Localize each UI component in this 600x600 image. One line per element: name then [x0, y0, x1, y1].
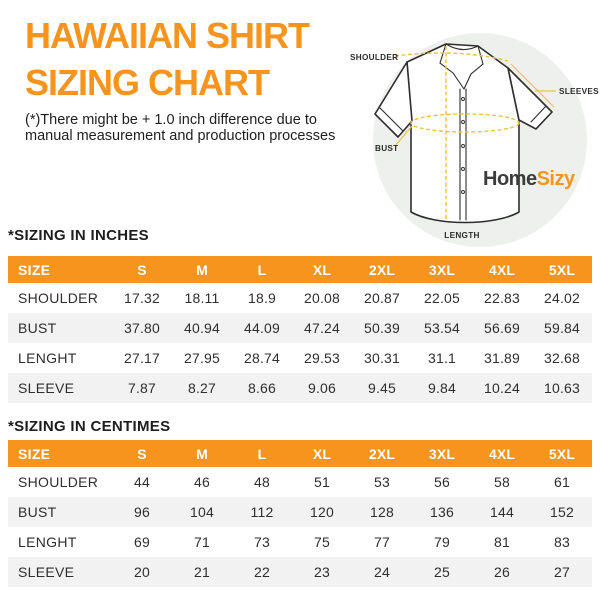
column-header: S [137, 261, 147, 278]
brand-logo-home: Home [483, 168, 537, 190]
shoulder-label: SHOULDER [350, 53, 399, 62]
value-cell: 56 [434, 474, 450, 490]
value-cell: 20.08 [303, 290, 341, 306]
page-title-line1: HAWAIIAN SHIRT [25, 15, 310, 56]
column-header: L [257, 261, 267, 278]
value-cell: 58 [494, 474, 510, 490]
row-label: SLEEVE [18, 564, 75, 580]
value-cell: 24.02 [543, 290, 581, 306]
column-header: M [196, 445, 208, 462]
value-cell: 29.53 [303, 350, 341, 366]
value-cell: 59.84 [543, 320, 581, 336]
value-cell: 32.68 [543, 350, 581, 366]
value-cell: 47.24 [303, 320, 341, 336]
row-label: BUST [18, 320, 57, 336]
page-title [25, 12, 309, 106]
shirt-body [407, 44, 519, 223]
value-cell: 10.63 [543, 380, 581, 396]
value-cell: 27 [554, 564, 570, 580]
table-row [8, 527, 592, 557]
value-cell: 71 [194, 534, 210, 550]
value-cell: 9.45 [367, 380, 397, 396]
table-row [8, 343, 592, 373]
value-cell: 22 [254, 564, 270, 580]
column-header: S [137, 445, 147, 462]
sleeves-label: SLEEVES [559, 87, 599, 96]
value-cell: 44.09 [243, 320, 281, 336]
section-title-inches: *SIZING IN INCHES [8, 227, 149, 244]
bust-label: BUST [375, 144, 399, 153]
disclaimer-note: (*)There might be + 1.0 inch difference due to manual measurement and production processes [25, 112, 336, 144]
value-cell: 27.95 [183, 350, 221, 366]
value-cell: 8.27 [187, 380, 217, 396]
size-column-header: SIZE [18, 261, 51, 278]
value-cell: 20 [134, 564, 150, 580]
table-row [8, 467, 592, 497]
sizing-table-centimes [8, 440, 592, 587]
value-cell: 37.80 [123, 320, 161, 336]
value-cell: 128 [370, 504, 394, 520]
value-cell: 53.54 [423, 320, 461, 336]
value-cell: 18.11 [184, 290, 220, 306]
value-cell: 136 [430, 504, 454, 520]
table-row [8, 283, 592, 313]
sizing-table-inches [8, 256, 592, 403]
shirt-diagram-svg [345, 0, 600, 250]
value-cell: 51 [314, 474, 330, 490]
value-cell: 83 [554, 534, 570, 550]
button-1 [462, 98, 465, 101]
value-cell: 8.66 [247, 380, 277, 396]
value-cell: 104 [190, 504, 214, 520]
length-label: LENGTH [444, 231, 480, 240]
value-cell: 79 [434, 534, 450, 550]
value-cell: 9.84 [427, 380, 457, 396]
brand-logo [483, 168, 576, 190]
value-cell: 17.32 [123, 290, 161, 306]
value-cell: 112 [250, 504, 274, 520]
column-header: 5XL [548, 445, 576, 462]
value-cell: 10.24 [483, 380, 521, 396]
row-label: LENGHT [18, 350, 77, 366]
value-cell: 53 [374, 474, 390, 490]
value-cell: 21 [194, 564, 210, 580]
column-header: M [196, 261, 208, 278]
value-cell: 144 [490, 504, 514, 520]
row-label: BUST [18, 504, 57, 520]
value-cell: 22.05 [423, 290, 461, 306]
column-header: XL [312, 261, 332, 278]
value-cell: 20.87 [363, 290, 401, 306]
button-4 [462, 168, 465, 171]
value-cell: 46 [194, 474, 210, 490]
column-header: 5XL [548, 261, 576, 278]
table-row [8, 557, 592, 587]
value-cell: 48 [254, 474, 270, 490]
value-cell: 152 [550, 504, 574, 520]
value-cell: 75 [314, 534, 330, 550]
row-label: SLEEVE [18, 380, 75, 396]
table-row [8, 373, 592, 403]
button-5 [462, 191, 465, 194]
column-header: 3XL [428, 261, 456, 278]
row-label: SHOULDER [18, 474, 99, 490]
section-title-centimes: *SIZING IN CENTIMES [8, 418, 171, 435]
column-header: L [257, 445, 267, 462]
value-cell: 69 [134, 534, 150, 550]
value-cell: 24 [374, 564, 390, 580]
column-header: 3XL [428, 445, 456, 462]
column-header: 2XL [368, 261, 396, 278]
button-3 [462, 145, 465, 148]
value-cell: 81 [494, 534, 510, 550]
table-header-row [8, 256, 592, 283]
value-cell: 73 [254, 534, 270, 550]
value-cell: 50.39 [363, 320, 401, 336]
page-title-line2: SIZING CHART [25, 62, 269, 103]
size-column-header: SIZE [18, 445, 51, 462]
value-cell: 26 [494, 564, 510, 580]
value-cell: 44 [134, 474, 150, 490]
row-label: LENGHT [18, 534, 77, 550]
value-cell: 23 [314, 564, 330, 580]
value-cell: 7.87 [127, 380, 157, 396]
value-cell: 40.94 [183, 320, 221, 336]
column-header: 4XL [488, 445, 516, 462]
value-cell: 77 [374, 534, 390, 550]
table-header-row [8, 440, 592, 467]
value-cell: 27.17 [123, 350, 161, 366]
value-cell: 120 [310, 504, 334, 520]
value-cell: 22.83 [483, 290, 521, 306]
button-2 [462, 121, 465, 124]
value-cell: 9.06 [307, 380, 337, 396]
value-cell: 18.9 [247, 290, 277, 306]
table-row [8, 497, 592, 527]
value-cell: 28.74 [243, 350, 281, 366]
value-cell: 25 [434, 564, 450, 580]
column-header: 4XL [488, 261, 516, 278]
table-row [8, 313, 592, 343]
value-cell: 31.1 [427, 350, 457, 366]
value-cell: 96 [134, 504, 150, 520]
row-label: SHOULDER [18, 290, 99, 306]
value-cell: 56.69 [483, 320, 521, 336]
brand-logo-sizy: Sizy [536, 168, 575, 190]
column-header: 2XL [368, 445, 396, 462]
value-cell: 61 [554, 474, 570, 490]
value-cell: 31.89 [483, 350, 521, 366]
shirt-measurement-diagram [345, 0, 600, 250]
column-header: XL [312, 445, 332, 462]
value-cell: 30.31 [363, 350, 401, 366]
